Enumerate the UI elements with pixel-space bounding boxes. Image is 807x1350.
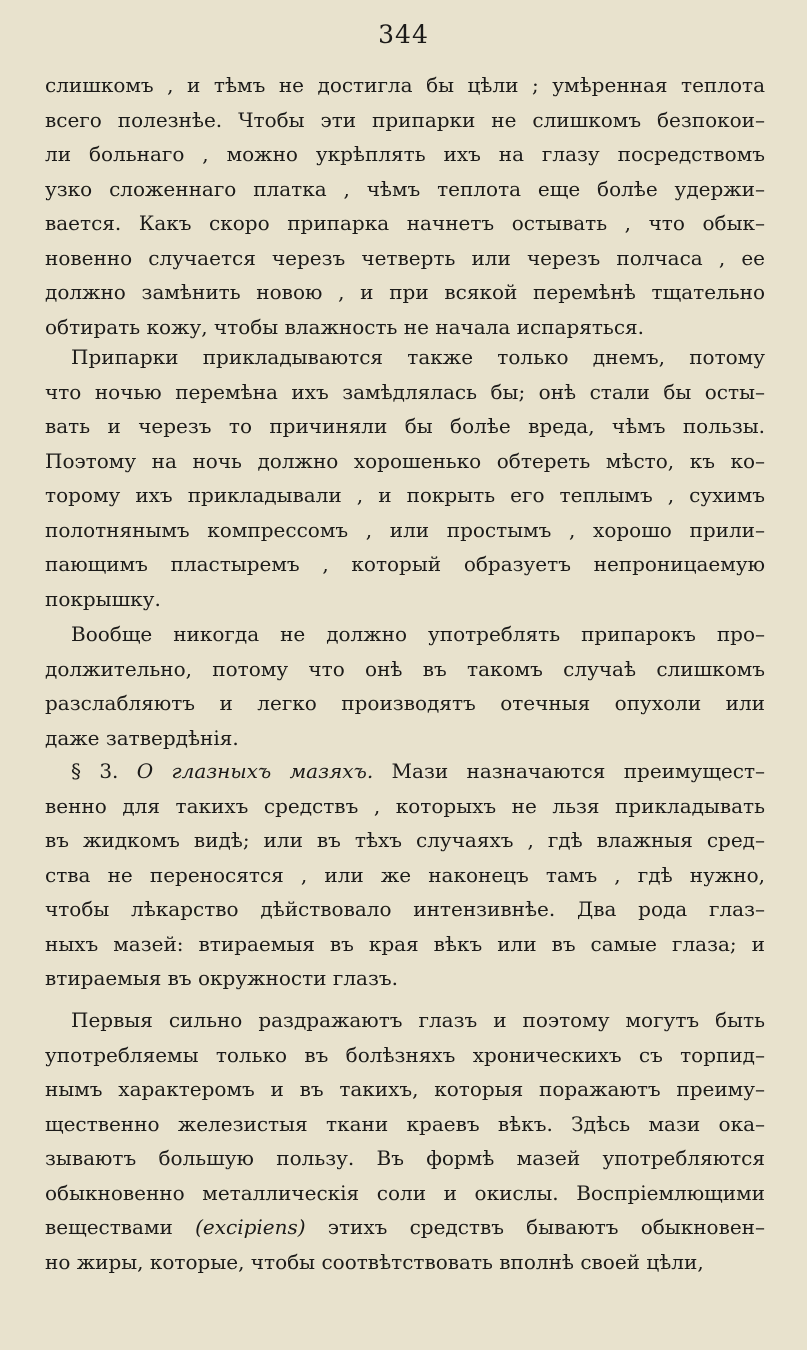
text-line: нымъ характеромъ и въ такихъ, которыя поражаютъ преиму– [45,1077,765,1101]
text-fragment: веществами [45,1215,173,1239]
text-line: пающимъ пластыремъ , который образуетъ непроницаемую [45,552,765,576]
section-title: О глазныхъ мазяхъ. [136,759,374,783]
text-line: торому ихъ прикладывали , и покрыть его теплымъ , сухимъ [45,483,765,507]
text-line: въ жидкомъ видѣ; или въ тѣхъ случаяхъ , гдѣ влажныя сред– [45,828,765,852]
text-line: узко сложеннаго платка , чѣмъ теплота еще болѣе удержи– [45,176,765,201]
text-line: обыкновенно металлическія соли и окислы. Воспріемлющими [45,1180,765,1205]
text-line: втираемыя въ окружности глазъ. [45,966,398,990]
section-text: Мази назначаются преимущест– [391,759,766,783]
paragraph-2 [45,340,765,616]
paragraph-5 [45,1003,765,1279]
text-line: ныхъ мазей: втираемыя въ края вѣкъ или въ самые глаза; и [45,931,765,956]
section-number: § 3. [71,759,119,783]
text-line: венно для такихъ средствъ , которыхъ не льзя прикладывать [45,793,765,818]
text-line: должно замѣнить новою , и при всякой перемѣнѣ тщательно [45,280,765,304]
text-line: покрышку. [45,586,161,611]
text-line: всего полезнѣе. Чтобы эти припарки не слишкомъ безпокои– [45,107,765,132]
section-first-line [45,754,765,789]
text-line: Поэтому на ночь должно хорошенько обтереть мѣсто, къ ко– [45,448,765,473]
paragraph-1 [45,68,765,344]
text-line: даже затвердѣнія. [45,725,239,750]
latin-term: (excipiens) [195,1215,306,1239]
text-line: щественно железистыя ткани краевъ вѣкъ. Здѣсь мази ока– [45,1111,765,1136]
text-line: разслабляютъ и легко производятъ отечныя опухоли или [45,691,765,715]
text-line: слишкомъ , и тѣмъ не достигла бы цѣли ; умѣренная теплота [45,73,765,97]
text-line: что ночью перемѣна ихъ замѣдлялась бы; онѣ стали бы осты– [45,379,765,404]
text-fragment: этихъ средствъ бываютъ обыкновен– [327,1215,766,1239]
text-line: ства не переносятся , или же наконецъ тамъ , гдѣ нужно, [45,862,765,887]
paragraph-3 [45,617,765,755]
text-line-with-term [45,1210,765,1245]
text-line: ли больнаго , можно укрѣплять ихъ на глазу посредствомъ [45,142,765,166]
text-line: вать и черезъ то причиняли бы болѣе вреда, чѣмъ пользы. [45,414,765,438]
text-line: обтирать кожу, чтобы влажность не начала испаряться. [45,314,644,339]
text-line: зываютъ большую пользу. Въ формѣ мазей употребляются [45,1146,765,1170]
text-line: вается. Какъ скоро припарка начнетъ остывать , что обык– [45,211,765,235]
page-number: 344 [378,20,429,49]
paragraph-section-3 [45,754,765,996]
text-line: употребляемы только въ болѣзняхъ хроническихъ съ торпид– [45,1042,765,1067]
text-line: полотнянымъ компрессомъ , или простымъ , хорошо прили– [45,517,765,542]
text-line: должительно, потому что онѣ въ такомъ случаѣ слишкомъ [45,656,765,681]
text-line: чтобы лѣкарство дѣйствовало интензивнѣе. Два рода глаз– [45,897,765,921]
text-line: новенно случается черезъ четверть или черезъ полчаса , ее [45,245,765,270]
text-line: Первыя сильно раздражаютъ глазъ и поэтому могутъ быть [71,1008,765,1032]
text-line: Вообще никогда не должно употреблять припарокъ про– [71,622,765,646]
text-line: но жиры, которые, чтобы соотвѣтствовать вполнѣ своей цѣли, [45,1249,704,1274]
text-line: Припарки прикладываются также только днемъ, потому [71,345,765,369]
